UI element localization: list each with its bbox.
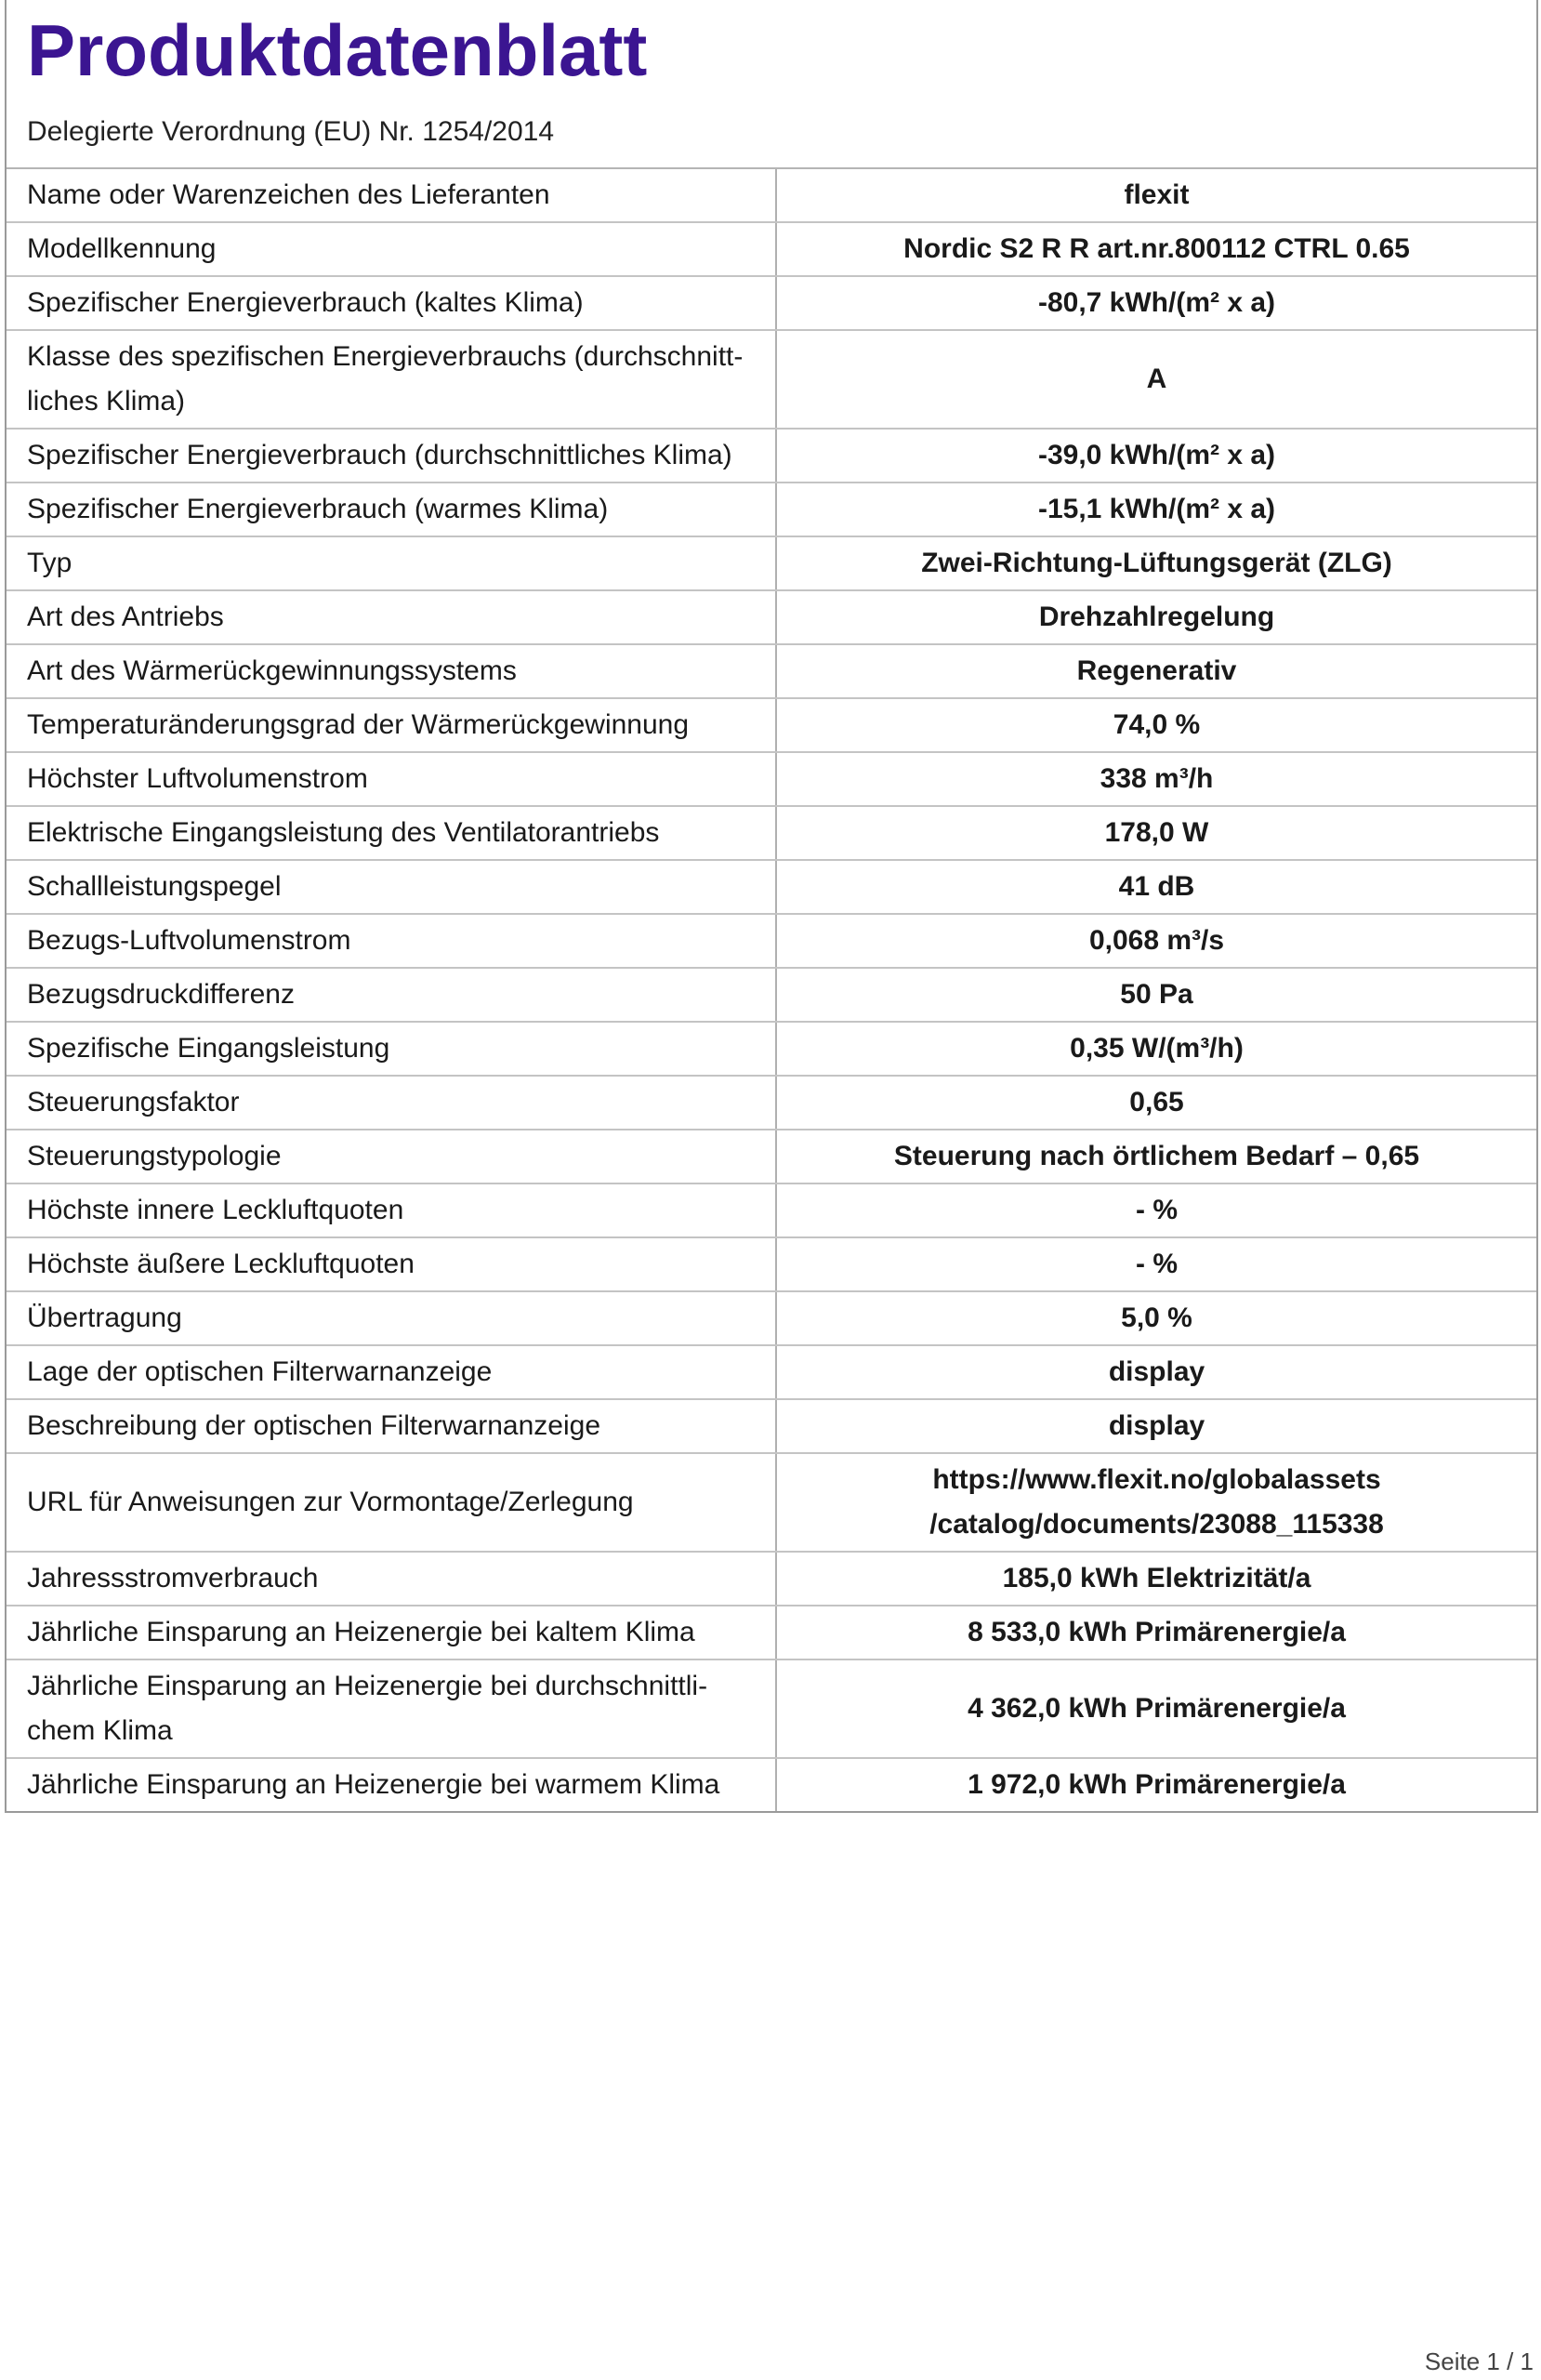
row-value: flexit [776, 169, 1536, 222]
row-value: display [776, 1399, 1536, 1453]
row-label: Jährliche Einsparung an Heizenergie bei warmem Klima [7, 1758, 776, 1811]
row-label: Spezifische Eingangsleistung [7, 1022, 776, 1076]
row-value: 74,0 % [776, 698, 1536, 752]
row-value: Regenerativ [776, 644, 1536, 698]
row-value: - % [776, 1237, 1536, 1291]
table-row [7, 330, 1536, 429]
row-label: Höchste äußere Leckluftquoten [7, 1237, 776, 1291]
row-label: Jährliche Einsparung an Heizenergie bei durchschnittli-chem Klima [7, 1659, 776, 1758]
row-value: Drehzahlregelung [776, 590, 1536, 644]
table-row [7, 914, 1536, 968]
row-value: 0,35 W/(m³/h) [776, 1022, 1536, 1076]
table-row [7, 860, 1536, 914]
row-value: 41 dB [776, 860, 1536, 914]
table-row [7, 1022, 1536, 1076]
row-value: 1 972,0 kWh Primärenergie/a [968, 1769, 1346, 1800]
row-value: 5,0 % [776, 1291, 1536, 1345]
row-label: Spezifischer Energieverbrauch (durchschnittliches Klima) [7, 429, 776, 483]
table-row [7, 429, 1536, 483]
row-value: 185,0 kWh Elektrizität/a [776, 1552, 1536, 1606]
table-row [7, 968, 1536, 1022]
table-row [7, 222, 1536, 276]
page-number: Seite 1 / 1 [1424, 2347, 1534, 2375]
table-row [7, 169, 1536, 222]
row-value: display [776, 1345, 1536, 1399]
row-value: Steuerung nach örtlichem Bedarf – 0,65 [776, 1130, 1536, 1183]
table-row [7, 1076, 1536, 1130]
row-label: Lage der optischen Filterwarnanzeige [7, 1345, 776, 1399]
spec-table [7, 169, 1536, 1811]
row-value: 0,65 [776, 1076, 1536, 1130]
table-row [7, 752, 1536, 806]
row-label: Beschreibung der optischen Filterwarnanzeige [7, 1399, 776, 1453]
table-row [7, 1453, 1536, 1552]
row-label: Schallleistungspegel [7, 860, 776, 914]
row-label: Elektrische Eingangsleistung des Ventilatorantriebs [7, 806, 776, 860]
row-label: Modellkennung [7, 222, 776, 276]
row-value: 8 533,0 kWh Primärenergie/a [776, 1606, 1536, 1659]
row-value: https://www.flexit.no/globalassets /catalog/documents/23088_115338 [776, 1453, 1536, 1552]
regulation-subtitle: Delegierte Verordnung (EU) Nr. 1254/2014 [27, 116, 555, 147]
table-row [7, 644, 1536, 698]
row-label: Jahressstromverbrauch [7, 1552, 776, 1606]
row-value: -39,0 kWh/(m² x a) [776, 429, 1536, 483]
row-label: Spezifischer Energieverbrauch (kaltes Klima) [7, 276, 776, 330]
title-block [7, 0, 1536, 169]
row-value: Nordic S2 R R art.nr.800112 CTRL 0.65 [776, 222, 1536, 276]
row-value: 338 m³/h [776, 752, 1536, 806]
table-row [7, 698, 1536, 752]
row-label: Übertragung [7, 1291, 776, 1345]
row-label: Spezifischer Energieverbrauch (warmes Klima) [7, 483, 776, 536]
row-value: -80,7 kWh/(m² x a) [776, 276, 1536, 330]
table-row [7, 1130, 1536, 1183]
row-label: Bezugs-Luftvolumenstrom [7, 914, 776, 968]
table-row [7, 590, 1536, 644]
row-label: Bezugsdruckdifferenz [7, 968, 776, 1022]
table-row [7, 1183, 1536, 1237]
row-value: 0,068 m³/s [776, 914, 1536, 968]
row-label: Typ [7, 536, 776, 590]
row-label: Steuerungsfaktor [7, 1076, 776, 1130]
table-row [7, 1345, 1536, 1399]
product-data-sheet [5, 0, 1538, 1813]
row-value: 50 Pa [776, 968, 1536, 1022]
table-row [7, 276, 1536, 330]
row-label: Art des Antriebs [7, 590, 776, 644]
row-label: Steuerungstypologie [7, 1130, 776, 1183]
table-row [7, 1399, 1536, 1453]
row-value: -15,1 kWh/(m² x a) [776, 483, 1536, 536]
table-row [7, 806, 1536, 860]
row-label: Temperaturänderungsgrad der Wärmerückgewinnung [7, 698, 776, 752]
row-value: - % [776, 1183, 1536, 1237]
row-label: Höchster Luftvolumenstrom [7, 752, 776, 806]
row-label: Klasse des spezifischen Energieverbrauchs (durchschnitt-liches Klima) [7, 330, 776, 429]
table-row [7, 536, 1536, 590]
table-row [7, 1291, 1536, 1345]
spec-table-body [7, 169, 1536, 1811]
row-label: Art des Wärmerückgewinnungssystems [7, 644, 776, 698]
row-value: A [776, 330, 1536, 429]
table-row [7, 1659, 1536, 1758]
table-row [7, 1606, 1536, 1659]
table-row [7, 1237, 1536, 1291]
row-value: 178,0 W [776, 806, 1536, 860]
table-row [7, 1758, 1536, 1811]
row-label: URL für Anweisungen zur Vormontage/Zerlegung [7, 1453, 776, 1552]
page-title: Produktdatenblatt [27, 9, 648, 91]
row-label: Höchste innere Leckluftquoten [7, 1183, 776, 1237]
table-row [7, 483, 1536, 536]
row-label: Name oder Warenzeichen des Lieferanten [7, 169, 776, 222]
row-value: Zwei-Richtung-Lüftungsgerät (ZLG) [776, 536, 1536, 590]
row-label: Jährliche Einsparung an Heizenergie bei kaltem Klima [7, 1606, 776, 1659]
table-row [7, 1552, 1536, 1606]
row-value: 4 362,0 kWh Primärenergie/a [776, 1659, 1536, 1758]
